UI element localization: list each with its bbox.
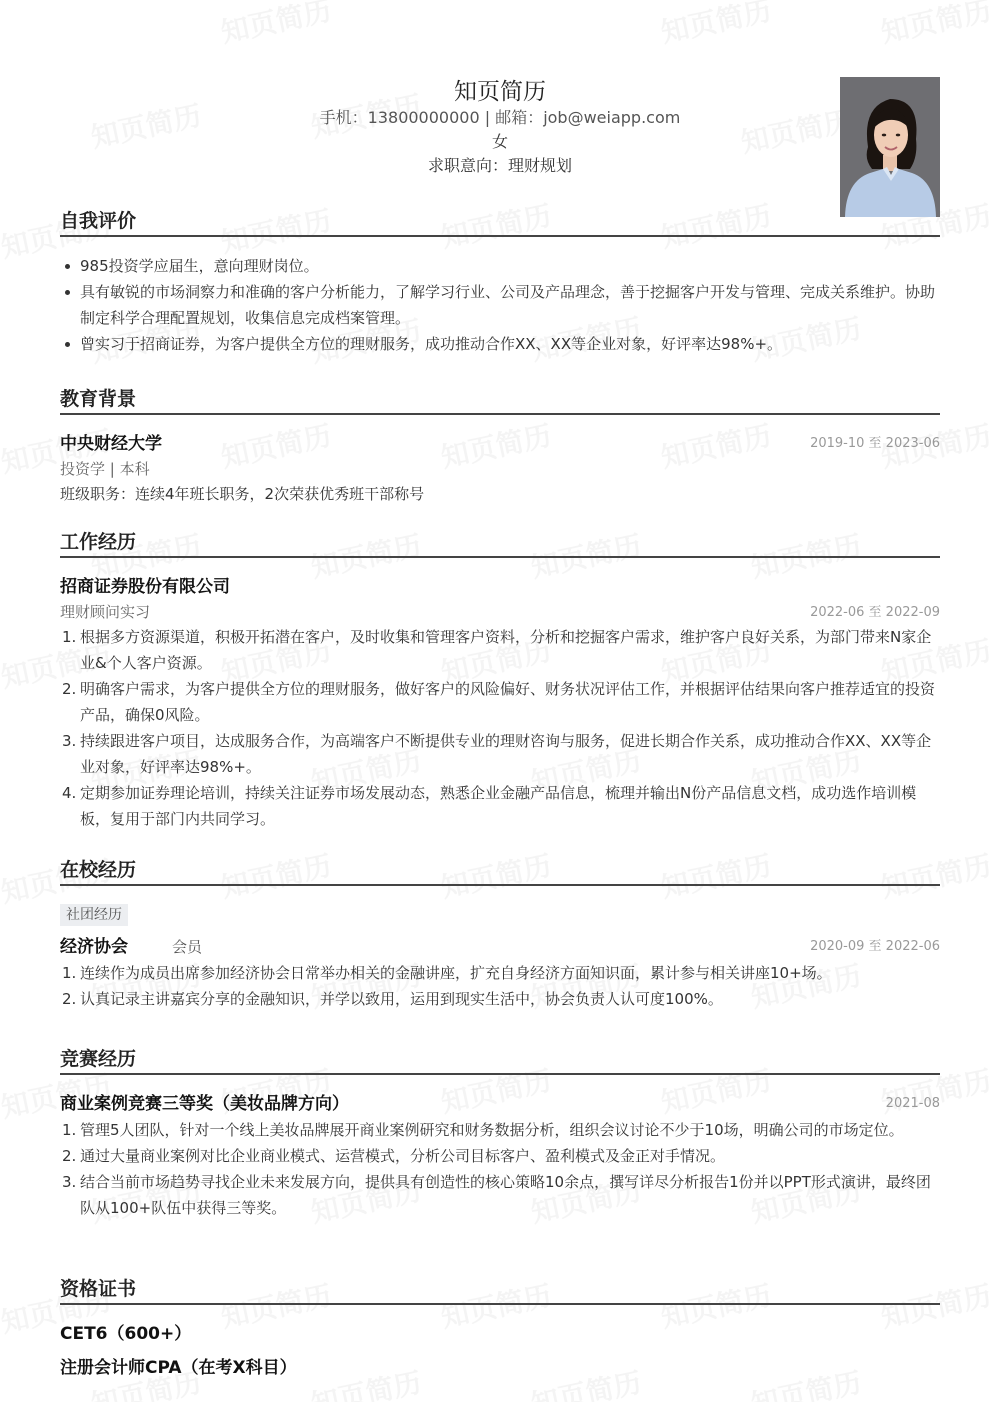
item-text: 通过大量商业案例对比企业商业模式、运营模式，分析公司目标客户、盈利模式及金正对手情况。 [80,1147,726,1165]
club-date: 2020-09 至 2022-06 [810,939,940,954]
section-title-work: 工作经历 [60,529,940,558]
resume-page [60,0,940,1402]
item-text: 连续作为成员出席参加经济协会日常举办相关的金融讲座，扩充自身经济方面知识面，累计参与相关讲座10+场。 [80,964,832,982]
item-text: 结合当前市场趋势寻找企业未来发展方向，提供具有创造性的核心策略10余点，撰写详尽分析报告1份并以PPT形式演讲，最终团队从100+队伍中获得三等奖。 [80,1173,931,1217]
club-tag: 社团经历 [60,904,128,926]
self-evaluation-list [60,253,940,357]
list-item [60,1117,940,1143]
competition-name: 商业案例竞赛三等奖（美妆品牌方向） [60,1094,349,1114]
item-number: 4. [62,784,77,802]
item-number: 3. [62,1173,77,1191]
company-row [60,574,940,600]
list-item: 曾实习于招商证券，为客户提供全方位的理财服务，成功推动合作XX、XX等企业对象，好评率达98%+。 [60,331,940,357]
list-item [60,960,940,986]
tag-row [60,904,940,926]
section-title-competition: 竞赛经历 [60,1046,940,1075]
certificates-section [60,1276,940,1385]
profile-photo [840,77,940,217]
portrait-image [840,77,940,217]
club-name: 经济协会 [60,937,128,957]
education-section [60,386,940,507]
role-row [60,600,940,624]
company-name: 招商证券股份有限公司 [60,577,230,597]
list-item [60,624,940,676]
section-title-certificates: 资格证书 [60,1276,940,1305]
contact-line: 手机：13800000000 | 邮箱：job@weiapp.com [319,108,681,127]
item-number: 2. [62,1147,77,1165]
item-text: 持续跟进客户项目，达成服务合作，为高端客户不断提供专业的理财咨询与服务，促进长期合作关系，成功推动合作XX、XX等企业对象，好评率达98%+。 [80,732,932,776]
school-name: 中央财经大学 [60,434,162,454]
gender: 女 [491,132,508,151]
major-degree: 投资学 | 本科 [60,460,150,478]
campus-section [60,857,940,1012]
certificate-item: 注册会计师CPA（在考X科目） [60,1358,297,1378]
education-row [60,431,940,457]
competition-section [60,1046,940,1221]
job-role: 理财顾问实习 [60,603,151,621]
club-role: 会员 [172,938,203,956]
education-date: 2019-10 至 2023-06 [810,436,940,451]
list-item [60,986,940,1012]
education-detail: 班级职务：连续4年班长职务，2次荣获优秀班干部称号 [60,485,425,503]
item-number: 1. [62,628,77,646]
competition-row [60,1091,940,1117]
work-section [60,529,940,832]
item-text: 根据多方资源渠道，积极开拓潜在客户，及时收集和管理客户资料，分析和挖掘客户需求，维护客户良好关系，为部门带来N家企业&个人客户资源。 [80,628,932,672]
section-title-education: 教育背景 [60,386,940,415]
competition-date: 2021-08 [885,1096,940,1111]
item-text: 定期参加证券理论培训，持续关注证券市场发展动态，熟悉企业金融产品信息，梳理并输出N份产品信息文档，成功选作培训模板，复用于部门内共同学习。 [80,784,917,828]
list-item: 985投资学应届生，意向理财岗位。 [60,253,940,279]
item-number: 2. [62,680,77,698]
job-intent: 求职意向：理财规划 [427,156,572,175]
item-text: 管理5人团队，针对一个线上美妆品牌展开商业案例研究和财务数据分析，组织会议讨论不少于10场，明确公司的市场定位。 [80,1121,904,1139]
campus-list [60,960,940,1012]
competition-list [60,1117,940,1221]
section-title-campus: 在校经历 [60,857,940,886]
item-number: 1. [62,964,77,982]
self-evaluation-section [60,208,940,357]
candidate-name: 知页简历 [454,79,546,105]
item-number: 3. [62,732,77,750]
list-item [60,1169,940,1221]
certificate-item: CET6（600+） [60,1324,192,1344]
certificate-list [60,1317,940,1385]
list-item [60,1143,940,1169]
work-duties-list [60,624,940,832]
item-text: 明确客户需求，为客户提供全方位的理财服务，做好客户的风险偏好、财务状况评估工作，并根据评估结果向客户推荐适宜的投资产品，确保0风险。 [80,680,936,724]
section-title-self-evaluation: 自我评价 [60,208,940,237]
list-item: 具有敏锐的市场洞察力和准确的客户分析能力，了解学习行业、公司及产品理念，善于挖掘客户开发与管理、完成关系维护。协助制定科学合理配置规划，收集信息完成档案管理。 [60,279,940,331]
club-row [60,934,940,960]
item-number: 2. [62,990,77,1008]
list-item [60,780,940,832]
work-date: 2022-06 至 2022-09 [810,605,940,620]
item-text: 认真记录主讲嘉宾分享的金融知识，并学以致用，运用到现实生活中，协会负责人认可度100%。 [80,990,723,1008]
list-item [60,676,940,728]
list-item [60,728,940,780]
resume-header [60,76,940,178]
item-number: 1. [62,1121,77,1139]
